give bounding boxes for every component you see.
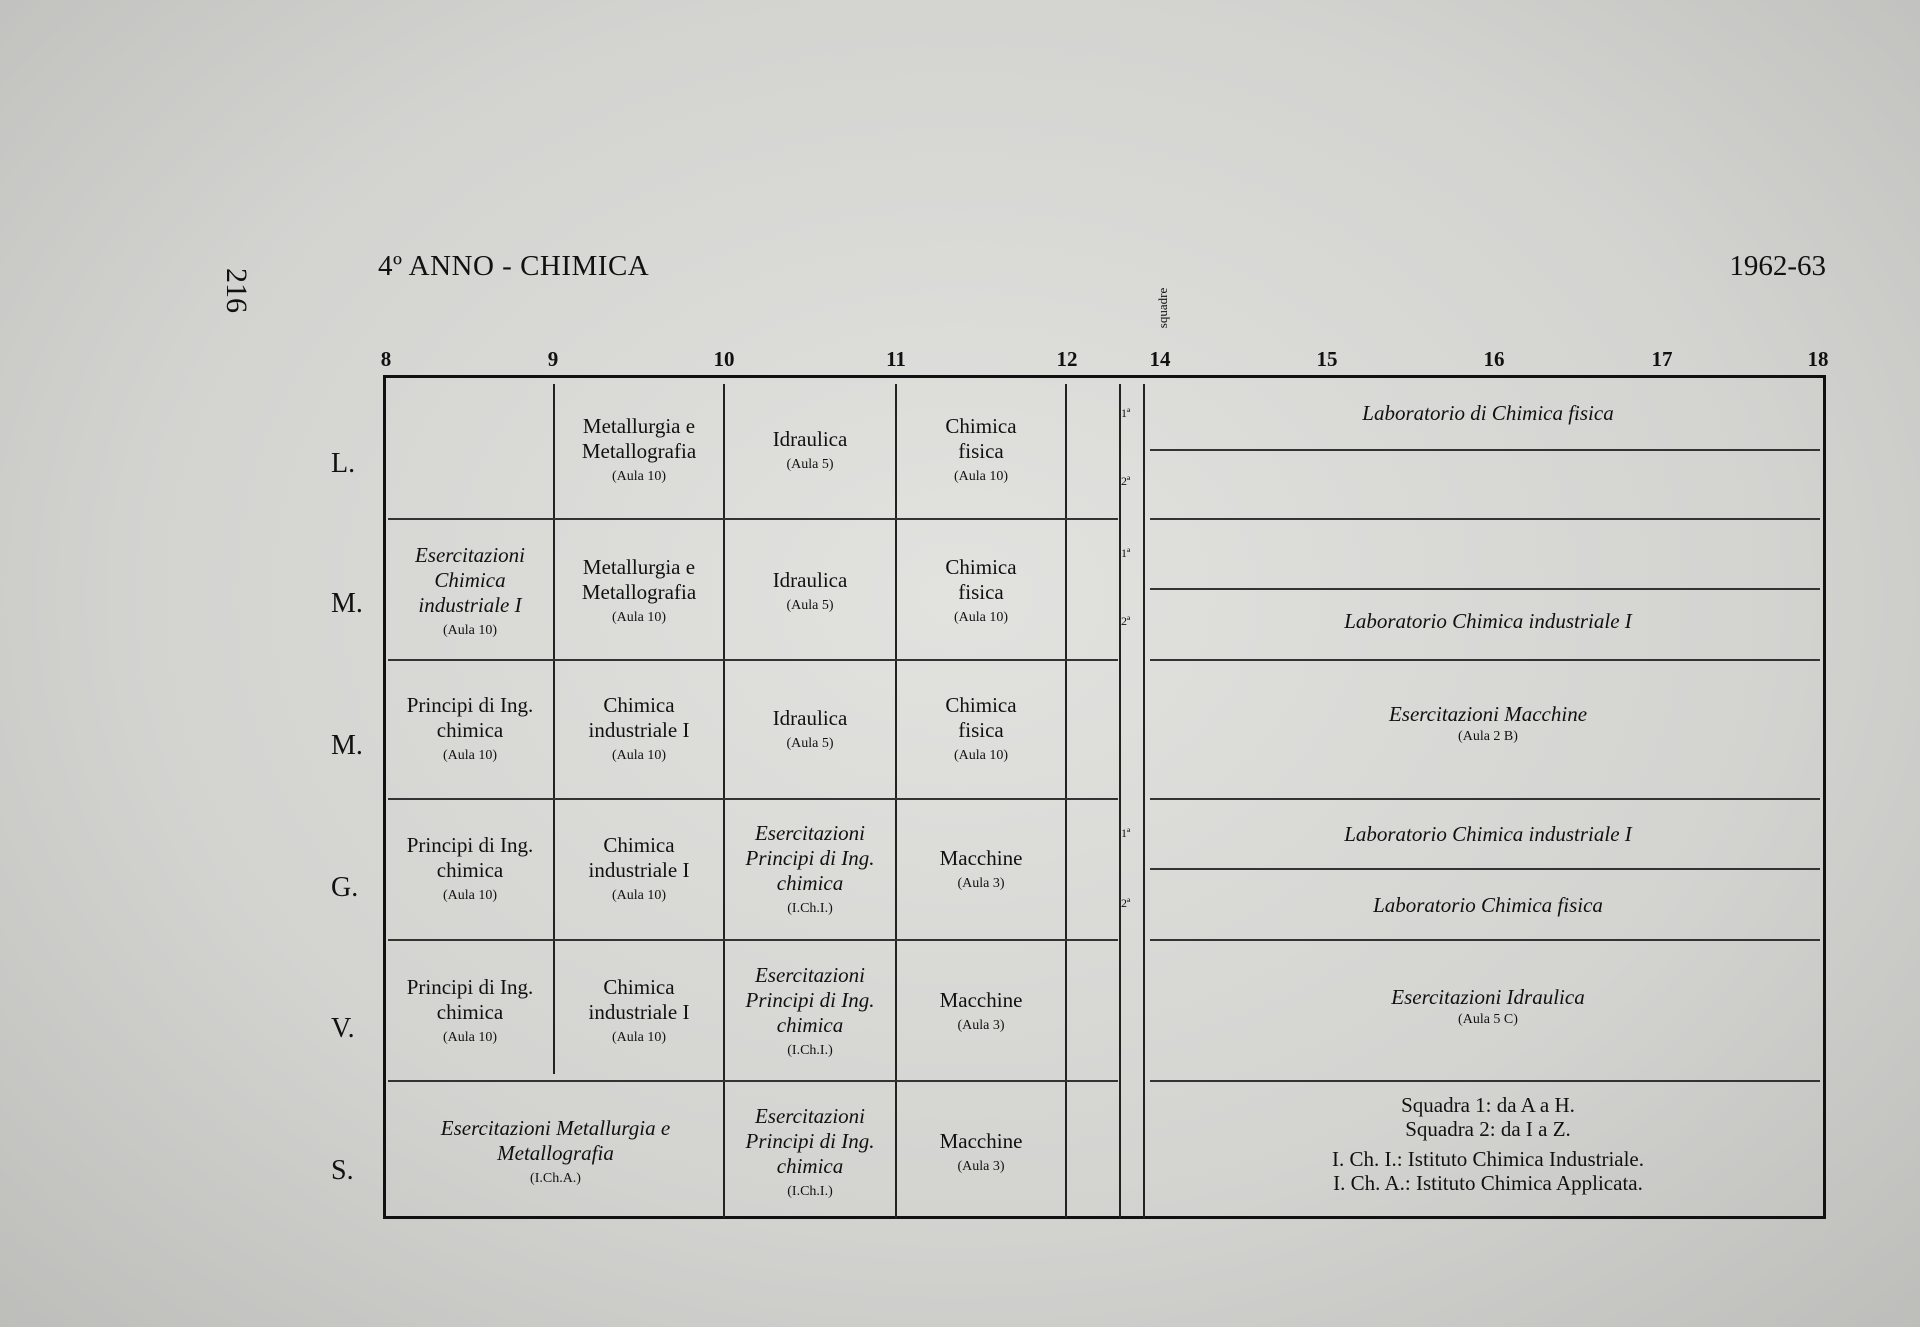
day-label-friday: V.	[331, 1013, 355, 1044]
hour-label: 12	[1056, 347, 1078, 371]
note-line: Squadra 2: da I a Z.	[1405, 1117, 1571, 1141]
column-divider	[1119, 384, 1121, 1218]
lesson-cell: Macchine (Aula 3)	[939, 987, 1023, 1033]
afternoon-lab: Laboratorio di Chimica fisica	[1362, 401, 1614, 425]
page-number: 216	[220, 268, 253, 313]
day-label-wednesday: M.	[331, 730, 363, 761]
day-label-monday: L.	[331, 448, 356, 479]
afternoon-lab: Laboratorio Chimica industriale I	[1344, 822, 1632, 846]
column-divider	[1065, 384, 1067, 1218]
column-divider	[1143, 384, 1145, 1218]
lesson-cell: Esercitazioni Chimica industriale I (Aula 10)	[414, 542, 526, 638]
lesson-cell: Metallurgia e Metallografia (Aula 10)	[581, 555, 697, 625]
row-divider	[388, 1080, 1118, 1082]
hour-label: 15	[1316, 347, 1338, 371]
note-line: I. Ch. A.: Istituto Chimica Applicata.	[1333, 1171, 1643, 1195]
hour-label: 17	[1651, 347, 1673, 371]
lesson-cell: Macchine (Aula 3)	[939, 845, 1023, 891]
lesson-cell: Idraulica (Aula 5)	[772, 426, 848, 472]
squad-mark: 2ª	[1121, 474, 1131, 488]
afternoon-exercise: Esercitazioni Idraulica (Aula 5 C)	[1391, 985, 1585, 1027]
afternoon-lab: Laboratorio Chimica fisica	[1373, 893, 1603, 917]
row-divider	[388, 798, 1118, 800]
row-divider	[1150, 518, 1820, 520]
day-label-thursday: G.	[331, 872, 359, 903]
squad-mark: 2ª	[1121, 896, 1131, 910]
hour-label: 9	[547, 347, 559, 371]
row-divider	[388, 939, 1118, 941]
afternoon-exercise: Esercitazioni Macchine (Aula 2 B)	[1388, 702, 1588, 744]
lesson-cell: Esercitazioni Principi di Ing. chimica (I.Ch.I.)	[745, 820, 875, 916]
lesson-cell: Chimica industriale I (Aula 10)	[588, 693, 690, 763]
lesson-cell: Esercitazioni Principi di Ing. chimica (I.Ch.I.)	[745, 1103, 875, 1199]
squad-divider	[1150, 449, 1820, 451]
academic-year: 1962-63	[1729, 250, 1826, 282]
row-divider	[388, 518, 1118, 520]
day-label-tuesday: M.	[331, 588, 363, 619]
lesson-cell: Chimica fisica (Aula 10)	[945, 693, 1017, 763]
lesson-cell: Esercitazioni Metallurgia e Metallografia (I.Ch.A.)	[440, 1116, 671, 1186]
lesson-cell: Metallurgia e Metallografia (Aula 10)	[581, 414, 697, 484]
hour-label: 14	[1149, 347, 1171, 371]
lesson-cell: Chimica fisica (Aula 10)	[945, 414, 1017, 484]
hour-label: 11	[886, 347, 906, 371]
lesson-cell: Principi di Ing. chimica (Aula 10)	[406, 693, 534, 763]
squad-mark: 2ª	[1121, 614, 1131, 628]
lesson-cell: Idraulica (Aula 5)	[772, 567, 848, 613]
lesson-cell: Chimica fisica (Aula 10)	[945, 555, 1017, 625]
hour-label: 8	[380, 347, 392, 371]
lesson-cell: Chimica industriale I (Aula 10)	[588, 975, 690, 1045]
row-divider	[388, 659, 1118, 661]
row-divider	[1150, 939, 1820, 941]
lesson-cell: Esercitazioni Principi di Ing. chimica (I.Ch.I.)	[745, 962, 875, 1058]
afternoon-lab: Laboratorio Chimica industriale I	[1344, 609, 1632, 633]
squad-mark: 1ª	[1121, 406, 1131, 420]
hour-label: 10	[713, 347, 735, 371]
squad-divider	[1150, 868, 1820, 870]
lesson-cell: Macchine (Aula 3)	[939, 1128, 1023, 1174]
lesson-cell: Idraulica (Aula 5)	[772, 705, 848, 751]
squad-mark: 1ª	[1121, 826, 1131, 840]
hour-label: 18	[1807, 347, 1829, 371]
row-divider	[1150, 1080, 1820, 1082]
note-line: Squadra 1: da A a H.	[1401, 1093, 1575, 1117]
row-divider	[1150, 659, 1820, 661]
lesson-cell: Principi di Ing. chimica (Aula 10)	[406, 975, 534, 1045]
hour-label: 16	[1483, 347, 1505, 371]
lesson-cell: Chimica industriale I (Aula 10)	[588, 833, 690, 903]
lesson-cell: Principi di Ing. chimica (Aula 10)	[406, 833, 534, 903]
squadre-column-label: squadre	[1155, 287, 1171, 329]
page-title: 4º ANNO - CHIMICA	[378, 250, 650, 282]
note-line: I. Ch. I.: Istituto Chimica Industriale.	[1331, 1147, 1645, 1171]
legend-notes	[1150, 1093, 1826, 1195]
squad-divider	[1150, 588, 1820, 590]
squad-mark: 1ª	[1121, 546, 1131, 560]
row-divider	[1150, 798, 1820, 800]
day-label-saturday: S.	[331, 1155, 354, 1186]
